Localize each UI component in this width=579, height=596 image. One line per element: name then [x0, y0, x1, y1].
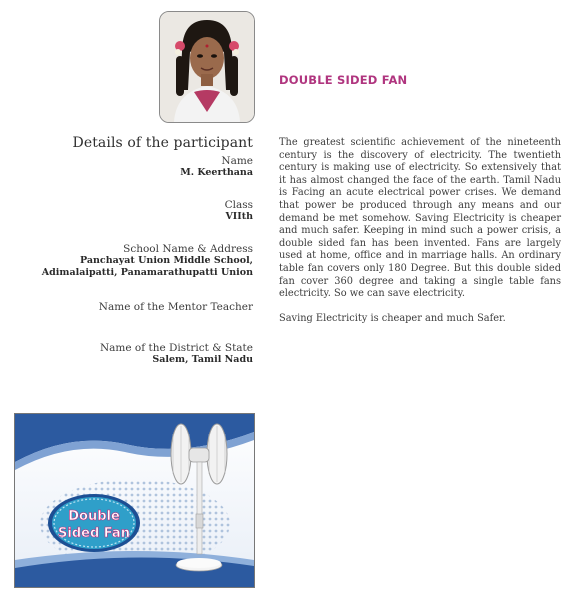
- participant-photo: [159, 11, 255, 123]
- details-heading: Details of the participant: [72, 135, 253, 151]
- class-value: VIIth: [225, 211, 253, 222]
- mentor-label: Name of the Mentor Teacher: [98, 301, 253, 313]
- badge-line-1: Double: [68, 509, 120, 524]
- name-label: Name: [221, 155, 253, 167]
- school-line-2: Adimalaipatti, Panamarathupatti Union: [41, 267, 253, 278]
- name-value: M. Keerthana: [180, 167, 253, 178]
- description-paragraph-2: Saving Electricity is cheaper and much Safer.: [279, 312, 506, 324]
- product-image: [14, 413, 255, 588]
- project-description: [279, 137, 561, 325]
- participant-details: [13, 135, 253, 366]
- district-label: Name of the District & State: [99, 342, 253, 354]
- description-paragraph-1: The greatest scientific achievement of the nineteenth century is the discovery of electricity. The twentieth century is making use of electricity. So extensively that it has almost changed the face of the earth. Tamil Nadu is Facing an acute electrical power crises. We demand that power be produced through any means and our demand be met somehow. Saving Electricity is cheaper and much safer. Keeping in mind such a power crisis, a double sided fan has been invented. Fans are largely used at home, office and in marriage halls. An ordinary table fan covers only 180 Degree. But this double sided fan cover 360 degree and taking a single table fans electricity. So we can save electricity.: [279, 137, 561, 300]
- class-label: Class: [224, 199, 253, 211]
- badge-line-2: Sided Fan: [58, 526, 130, 541]
- school-line-1: Panchayat Union Middle School,: [79, 255, 253, 266]
- project-title: DOUBLE SIDED FAN: [279, 73, 408, 87]
- district-value: Salem, Tamil Nadu: [152, 354, 253, 365]
- school-label: School Name & Address: [123, 243, 253, 255]
